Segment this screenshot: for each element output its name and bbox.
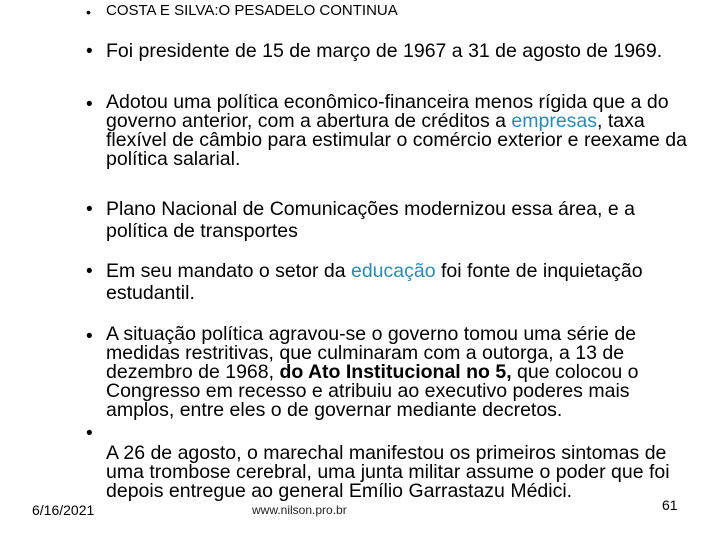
slide-title: COSTA E SILVA:O PESADELO CONTINUA xyxy=(106,2,398,19)
bullet-text-bold: do Ato Institucional no 5, xyxy=(279,361,512,383)
educacao-link[interactable]: educação xyxy=(350,260,436,282)
bullet-text xyxy=(106,325,666,420)
bullet-marker: • xyxy=(86,94,93,115)
slide-number: 61 xyxy=(662,497,678,513)
bullet-text: Plano Nacional de Comunicações modernizou essa área, e a política de transportes xyxy=(106,198,635,242)
bullet-text-part: , taxa flexível de câmbio para estimular o comércio exterior e reexame da política salarial. xyxy=(106,110,687,170)
bullet-marker: • xyxy=(86,41,93,62)
bullet-text xyxy=(106,260,686,304)
bullet-text-part: foi fonte de inquietação estudantil. xyxy=(106,260,643,304)
bullet-text: A 26 de agosto, o marechal manifestou os primeiros sintomas de uma trombose cerebral, uma junta militar assume o poder que foi depois entregue ao general Emílio Garrastazu Médici. xyxy=(106,442,670,502)
bullet-text-part: que colocou o Congresso em recesso e atribuiu ao executivo poderes mais amplos, entre eles o de governar mediante decretos. xyxy=(106,361,639,421)
bullet-marker: • xyxy=(86,199,93,220)
bullet-marker: • xyxy=(86,261,93,282)
bullet-text xyxy=(106,93,706,169)
bullet-text-part: Adotou uma política econômico-financeira menos rígida que a do governo anterior, com a abertura de créditos a xyxy=(106,91,669,132)
footer-date: 6/16/2021 xyxy=(32,502,95,518)
bullet-marker: • xyxy=(86,4,91,20)
bullet-text-part: Em seu mandato o setor da xyxy=(106,260,351,282)
bullet-text-part: A situação política agravou-se o governo tomou uma série de medidas restritivas, que culminaram com a outorga, a 13 de dezembro de 1968, xyxy=(106,323,637,383)
footer-site: www.nilson.pro.br xyxy=(252,503,347,517)
empresas-link[interactable]: empresas xyxy=(511,110,598,132)
bullet-marker: • xyxy=(86,423,93,444)
bullet-text: Foi presidente de 15 de março de 1967 a 31 de agosto de 1969. xyxy=(106,40,663,62)
bullet-marker: • xyxy=(86,326,93,347)
